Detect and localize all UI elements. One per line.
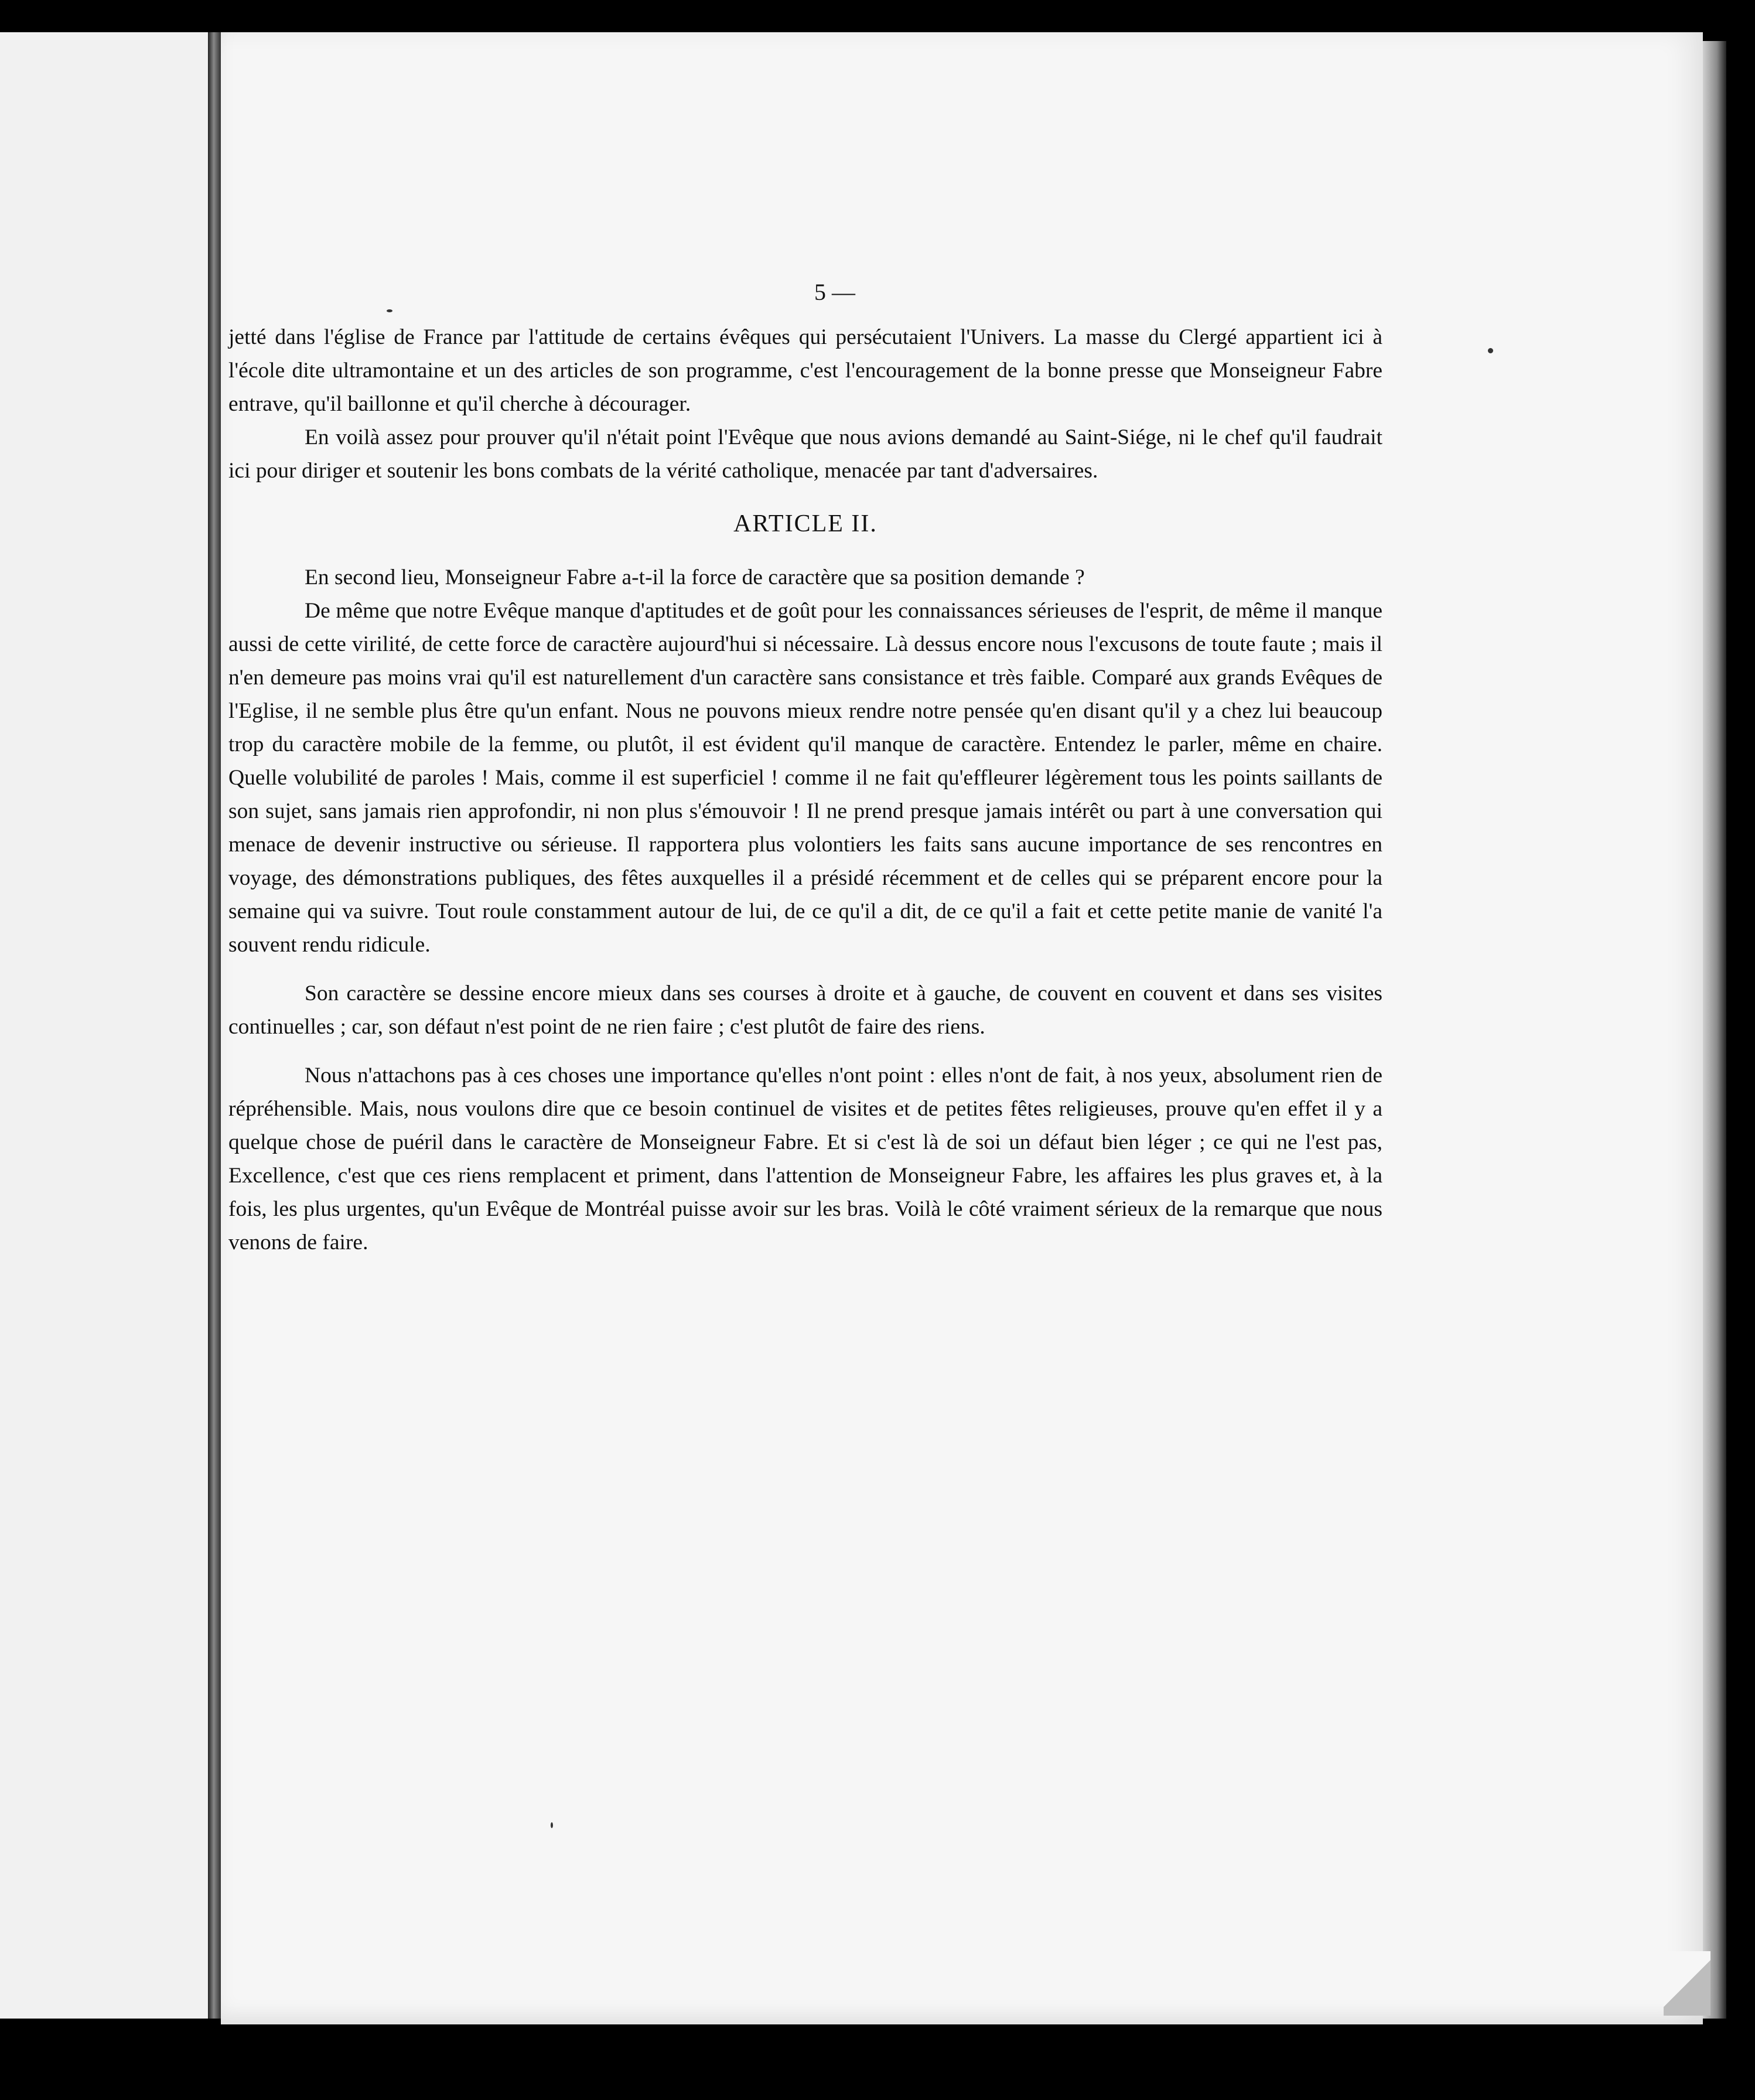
book-spine	[208, 32, 221, 2019]
page-edge-right	[1703, 41, 1726, 2019]
paragraph-courses: Son caractère se dessine encore mieux dans ses courses à droite et à gauche, de couvent en couvent et dans ses visites continuelles ; car, son défaut n'est point de ne rien faire ; c'est plutôt de faire des riens.	[228, 981, 1382, 1039]
paragraph-importance: Nous n'attachons pas à ces choses une importance qu'elles n'ont point : elles n'ont de fait, à nos yeux, absolument rien de répréhensible. Mais, nous voulons dire que ce besoin continuel de visites et de petites fêtes religieuses, prouve qu'en effet il y a quelque chose de puéril dans le caractère de Monseigneur Fabre. Et si c'est là de soi un défaut bien léger ; ce qui ne l'est pas, Excellence, c'est que ces riens remplacent et priment, dans l'attention de Monseigneur Fabre, les affaires les plus graves et, à la fois, les plus urgentes, qu'un Evêque de Montréal puisse avoir sur les bras. Voilà le côté vraiment sérieux de la remarque que nous venons de faire.	[228, 1063, 1382, 1254]
facing-page-left	[0, 32, 208, 2019]
paragraph-continuation: jetté dans l'église de France par l'attitude de certains évêques qui persécutaient l'Univers. La masse du Clergé appartient ici à l'école dite ultramontaine et un des articles de son programme, c'est l'encouragement de la bonne presse que Monseigneur Fabre entrave, qu'il baillonne et qu'il cherche à décourager.	[228, 325, 1382, 416]
paragraph-question: En second lieu, Monseigneur Fabre a-t-il la force de caractère que sa position demande ?	[305, 565, 1085, 589]
page-text-block	[228, 275, 1382, 1259]
paragraph-character: De même que notre Evêque manque d'aptitudes et de goût pour les connaissances sérieuses de l'esprit, de même il manque aussi de cette virilité, de cette force de caractère aujourd'hui si nécessaire. Là dessus encore nous l'excusons de toute faute ; mais il n'en demeure pas moins vrai qu'il est naturellement d'un caractère sans consistance et très faible. Comparé aux grands Evêques de l'Eglise, il ne semble plus être qu'un enfant. Nous ne pouvons mieux rendre notre pensée qu'en disant qu'il y a chez lui beaucoup trop du caractère mobile de la femme, ou plutôt, il est évident qu'il manque de caractère. Entendez le parler, même en chaire. Quelle volubilité de paroles ! Mais, comme il est superficiel ! comme il ne fait qu'effleurer légèrement tous les points saillants de son sujet, sans jamais rien approfondir, ni non plus s'émouvoir ! Il ne prend presque jamais intérêt ou part à une conversation qui menace de devenir instructive ou sérieuse. Il rapportera plus volontiers les faits sans aucune importance de ses rencontres en voyage, des démonstrations publiques, des fêtes auxquelles il a présidé récemment et de celles qui se préparent encore pour la semaine qui va suivre. Tout roule constamment autour de lui, de ce qu'il a dit, de ce qu'il a fait et cette petite manie de vanité l'a souvent rendu ridicule.	[228, 599, 1382, 957]
page-number: 5 —	[814, 279, 855, 305]
scan-speck	[1488, 348, 1493, 353]
scan-speck	[551, 1822, 553, 1828]
paragraph-conclusion: En voilà assez pour prouver qu'il n'était point l'Evêque que nous avions demandé au Saint-Siége, ni le chef qu'il faudrait ici pour diriger et soutenir les bons combats de la vérité catholique, menacée par tant d'adversaires.	[228, 425, 1382, 483]
article-heading: ARTICLE II.	[733, 510, 878, 537]
page-corner-curl	[1664, 1951, 1710, 2016]
